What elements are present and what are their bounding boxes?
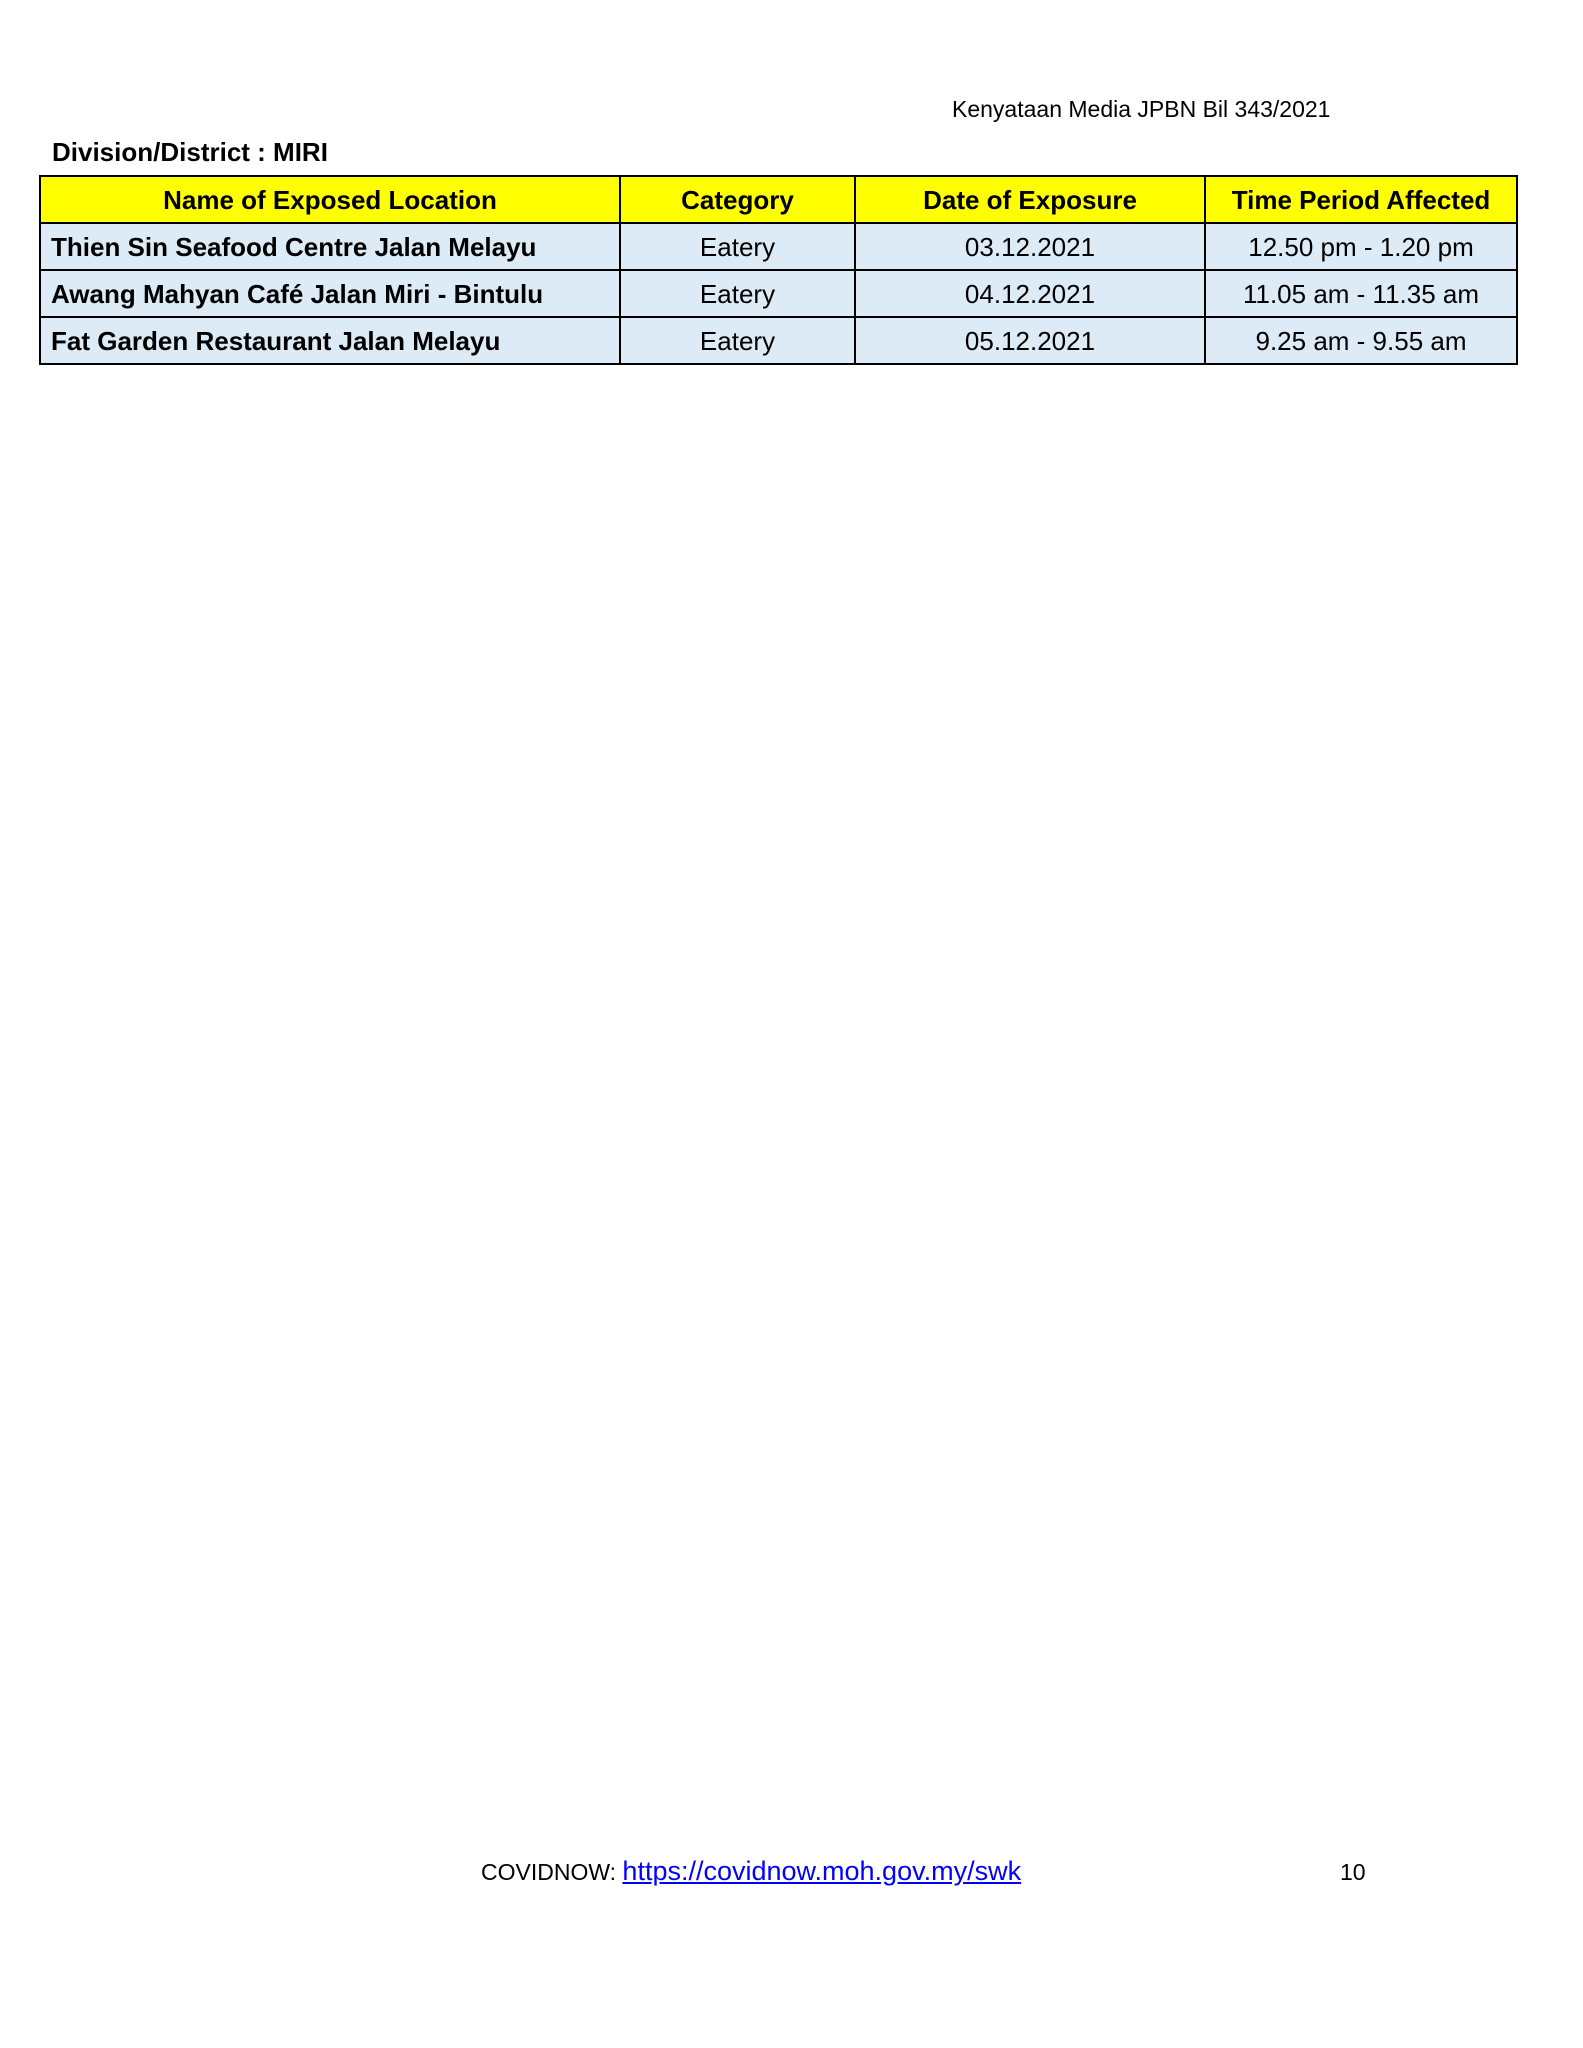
footer — [481, 1855, 1021, 1888]
date-cell: 03.12.2021 — [855, 223, 1205, 270]
category-cell: Eatery — [620, 317, 855, 364]
date-cell: 05.12.2021 — [855, 317, 1205, 364]
covidnow-link[interactable]: https://covidnow.moh.gov.my/swk — [622, 1856, 1022, 1886]
page-number: 10 — [1340, 1859, 1366, 1885]
column-header-time: Time Period Affected — [1205, 176, 1517, 223]
category-cell: Eatery — [620, 223, 855, 270]
table-row — [40, 317, 1517, 364]
table-header-row — [40, 176, 1517, 223]
table-row — [40, 270, 1517, 317]
location-name-cell: Fat Garden Restaurant Jalan Melayu — [40, 317, 620, 364]
media-statement-reference: Kenyataan Media JPBN Bil 343/2021 — [952, 96, 1331, 122]
division-district-label: Division/District : MIRI — [52, 137, 328, 167]
date-cell: 04.12.2021 — [855, 270, 1205, 317]
location-name-cell: Awang Mahyan Café Jalan Miri - Bintulu — [40, 270, 620, 317]
exposure-table — [39, 175, 1518, 365]
time-period-cell: 9.25 am - 9.55 am — [1205, 317, 1517, 364]
location-name-cell: Thien Sin Seafood Centre Jalan Melayu — [40, 223, 620, 270]
column-header-category: Category — [620, 176, 855, 223]
time-period-cell: 12.50 pm - 1.20 pm — [1205, 223, 1517, 270]
column-header-location: Name of Exposed Location — [40, 176, 620, 223]
footer-prefix: COVIDNOW: — [481, 1859, 623, 1885]
table-row — [40, 223, 1517, 270]
column-header-date: Date of Exposure — [855, 176, 1205, 223]
time-period-cell: 11.05 am - 11.35 am — [1205, 270, 1517, 317]
category-cell: Eatery — [620, 270, 855, 317]
